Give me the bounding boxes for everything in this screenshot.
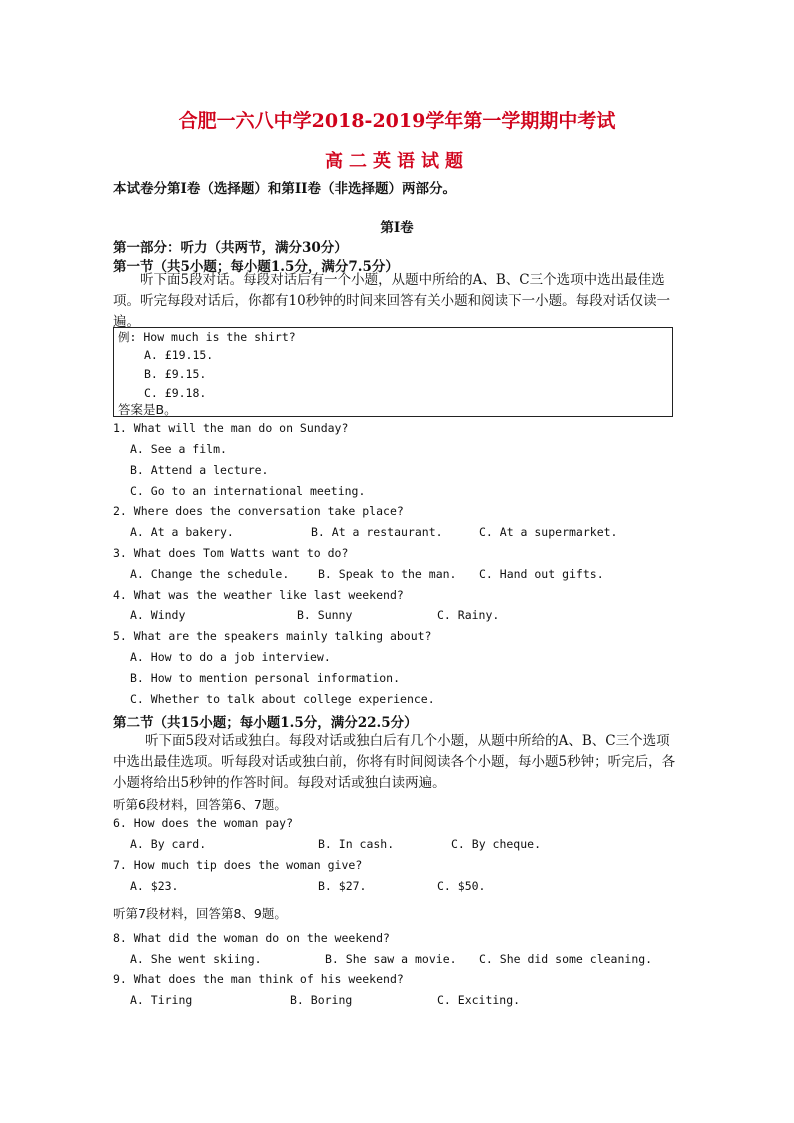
- question-8: 8. What did the woman do on the weekend?: [113, 931, 390, 945]
- q6-option-c: C. By cheque.: [451, 837, 542, 851]
- question-3: 3. What does Tom Watts want to do?: [113, 546, 349, 560]
- q3-option-b: B. Speak to the man.: [318, 567, 457, 581]
- section2-directions: 听下面5段对话或独白。每段对话或独白后有几个小题，从题中所给的A、B、C三个选项中选出最佳选项。听每段对话或独白前，你将有时间阅读各个小题，每小题5秒钟；听完后，各小题将给出5秒钟的作答时间。每段对话或独白读两遍。: [113, 733, 676, 791]
- q8-option-a: A. She went skiing.: [130, 952, 262, 966]
- example-question: 例: How much is the shirt?: [118, 330, 296, 344]
- section1-directions: 听下面5段对话。每段对话后有一个小题，从题中所给的A、B、C三个选项中选出最佳选项。听完每段对话后，你都有10秒钟的时间来回答有关小题和阅读下一小题。每段对话仅读一遍。: [113, 272, 671, 330]
- q6-option-a: A. By card.: [130, 837, 207, 851]
- q2-option-c: C. At a supermarket.: [479, 525, 618, 539]
- exam-intro: 本试卷分第Ⅰ卷（选择题）和第II卷（非选择题）两部分。: [113, 181, 456, 197]
- q6-option-b: B. In cash.: [318, 837, 395, 851]
- q4-option-c: C. Rainy.: [437, 608, 500, 622]
- q4-option-b: B. Sunny: [297, 608, 353, 622]
- q2-option-b: B. At a restaurant.: [311, 525, 443, 539]
- q7-option-c: C. $50.: [437, 879, 486, 893]
- question-1: 1. What will the man do on Sunday?: [113, 421, 349, 435]
- question-6: 6. How does the woman pay?: [113, 816, 294, 830]
- example-option-a: A. £19.15.: [144, 348, 214, 362]
- example-box: [113, 327, 673, 417]
- material-7-instruction: 听第7段材料，回答第8、9题。: [113, 906, 287, 921]
- q7-option-b: B. $27.: [318, 879, 367, 893]
- q5-option-a: A. How to do a job interview.: [130, 650, 331, 664]
- material-6-instruction: 听第6段材料，回答第6、7题。: [113, 797, 287, 812]
- question-7: 7. How much tip does the woman give?: [113, 858, 363, 872]
- part1-heading: 第一部分：听力（共两节，满分30分）: [113, 240, 348, 256]
- example-option-b: B. £9.15.: [144, 367, 207, 381]
- q5-option-c: C. Whether to talk about college experience.: [130, 692, 435, 706]
- exam-title: 合肥一六八中学2018-2019学年第一学期期中考试: [178, 110, 616, 132]
- q9-option-a: A. Tiring: [130, 993, 193, 1007]
- q3-option-c: C. Hand out gifts.: [479, 567, 604, 581]
- q1-option-a: A. See a film.: [130, 442, 227, 456]
- example-option-c: C. £9.18.: [144, 386, 207, 400]
- question-2: 2. Where does the conversation take place?: [113, 504, 404, 518]
- q4-option-a: A. Windy: [130, 608, 186, 622]
- q3-option-a: A. Change the schedule.: [130, 567, 290, 581]
- question-9: 9. What does the man think of his weekend?: [113, 972, 404, 986]
- question-4: 4. What was the weather like last weekend?: [113, 588, 404, 602]
- exam-subtitle: 高二英语试题: [325, 151, 469, 172]
- example-answer: 答案是B。: [118, 402, 177, 417]
- volume-heading: 第Ⅰ卷: [380, 220, 414, 236]
- section2-heading: 第二节（共15小题；每小题1.5分，满分22.5分）: [113, 715, 418, 731]
- q9-option-c: C. Exciting.: [437, 993, 521, 1007]
- q2-option-a: A. At a bakery.: [130, 525, 234, 539]
- q7-option-a: A. $23.: [130, 879, 179, 893]
- q8-option-b: B. She saw a movie.: [325, 952, 457, 966]
- q1-option-c: C. Go to an international meeting.: [130, 484, 366, 498]
- q9-option-b: B. Boring: [290, 993, 353, 1007]
- q8-option-c: C. She did some cleaning.: [479, 952, 653, 966]
- q1-option-b: B. Attend a lecture.: [130, 463, 269, 477]
- section1-heading: 第一节（共5小题；每小题1.5分，满分7.5分）: [113, 259, 399, 275]
- question-5: 5. What are the speakers mainly talking about?: [113, 629, 432, 643]
- q5-option-b: B. How to mention personal information.: [130, 671, 401, 685]
